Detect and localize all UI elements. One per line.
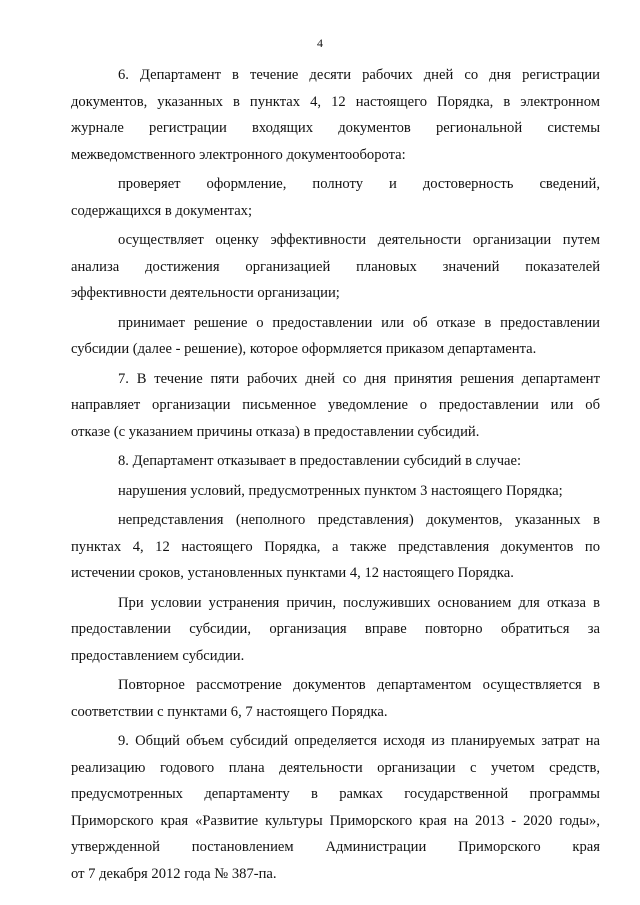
paragraph-line: 9. Общий объем субсидий определяется исходя из планируемых затрат на [118,733,600,749]
paragraph [71,507,600,587]
paragraph-line: документов, указанных в пунктах 4, 12 настоящего Порядка, в электронном [71,93,600,110]
paragraph-line: истечении сроков, установленных пунктами 4, 12 настоящего Порядка. [71,565,514,581]
paragraph-line: проверяет оформление, полноту и достоверность сведений, [118,176,600,192]
paragraph [71,672,600,725]
paragraph-line: отказе (с указанием причины отказа) в предоставлении субсидий. [71,423,480,440]
paragraph [71,728,600,887]
paragraph-line: При условии устранения причин, послуживших основанием для отказа в [118,594,600,611]
paragraph-line: Повторное рассмотрение документов департаментом осуществляется в [118,677,600,693]
paragraph-line: предоставлением субсидии. [71,647,245,664]
paragraph-line: 6. Департамент в течение десяти рабочих дней со дня регистрации [118,67,600,83]
paragraph-line: содержащихся в документах; [71,202,253,219]
paragraph-line: реализацию годового плана деятельности организации с учетом средств, [71,759,600,776]
page-number: 4 [317,36,323,50]
paragraph-line: 7. В течение пяти рабочих дней со дня принятия решения департамент [118,370,600,387]
paragraph-line: анализа достижения организацией плановых значений показателей [71,258,600,275]
paragraph-line: непредставления (неполного представления) документов, указанных в [118,512,600,528]
paragraph [71,171,600,224]
paragraph-line: соответствии с пунктами 6, 7 настоящего Порядка. [71,703,388,720]
paragraph-line: субсидии (далее - решение), которое оформляется приказом департамента. [71,341,537,357]
paragraph [71,478,600,505]
paragraph-line: эффективности деятельности организации; [71,285,340,301]
paragraph-line: направляет организации письменное уведомление о предоставлении или об [71,397,600,413]
paragraph [71,62,600,168]
paragraph-line: пунктах 4, 12 настоящего Порядка, а также представления документов по [71,538,600,555]
paragraph-line: межведомственного электронного документооборота: [71,146,406,163]
paragraph [71,227,600,307]
paragraph-line: журнале регистрации входящих документов региональной системы [71,120,600,136]
paragraph [71,310,600,363]
paragraph-line: от 7 декабря 2012 года № 387-па. [71,865,277,882]
paragraph-line: нарушения условий, предусмотренных пунктом 3 настоящего Порядка; [118,482,563,499]
paragraph [71,366,600,446]
paragraph-line: предоставлении субсидии, организация вправе повторно обратиться за [71,621,600,637]
paragraph-line: принимает решение о предоставлении или об отказе в предоставлении [118,314,600,331]
paragraph-line: предусмотренных департаменту в рамках государственной программы [71,786,600,802]
paragraph-line: 8. Департамент отказывает в предоставлении субсидий в случае: [118,453,522,469]
paragraph [71,590,600,670]
paragraph-line: осуществляет оценку эффективности деятельности организации путем [118,232,600,248]
paragraph-line: утвержденной постановлением Администрации Приморского края [71,839,600,855]
document-body [71,62,600,890]
paragraph [71,448,600,475]
paragraph-line: Приморского края «Развитие культуры Приморского края на 2013 - 2020 годы», [71,812,600,829]
